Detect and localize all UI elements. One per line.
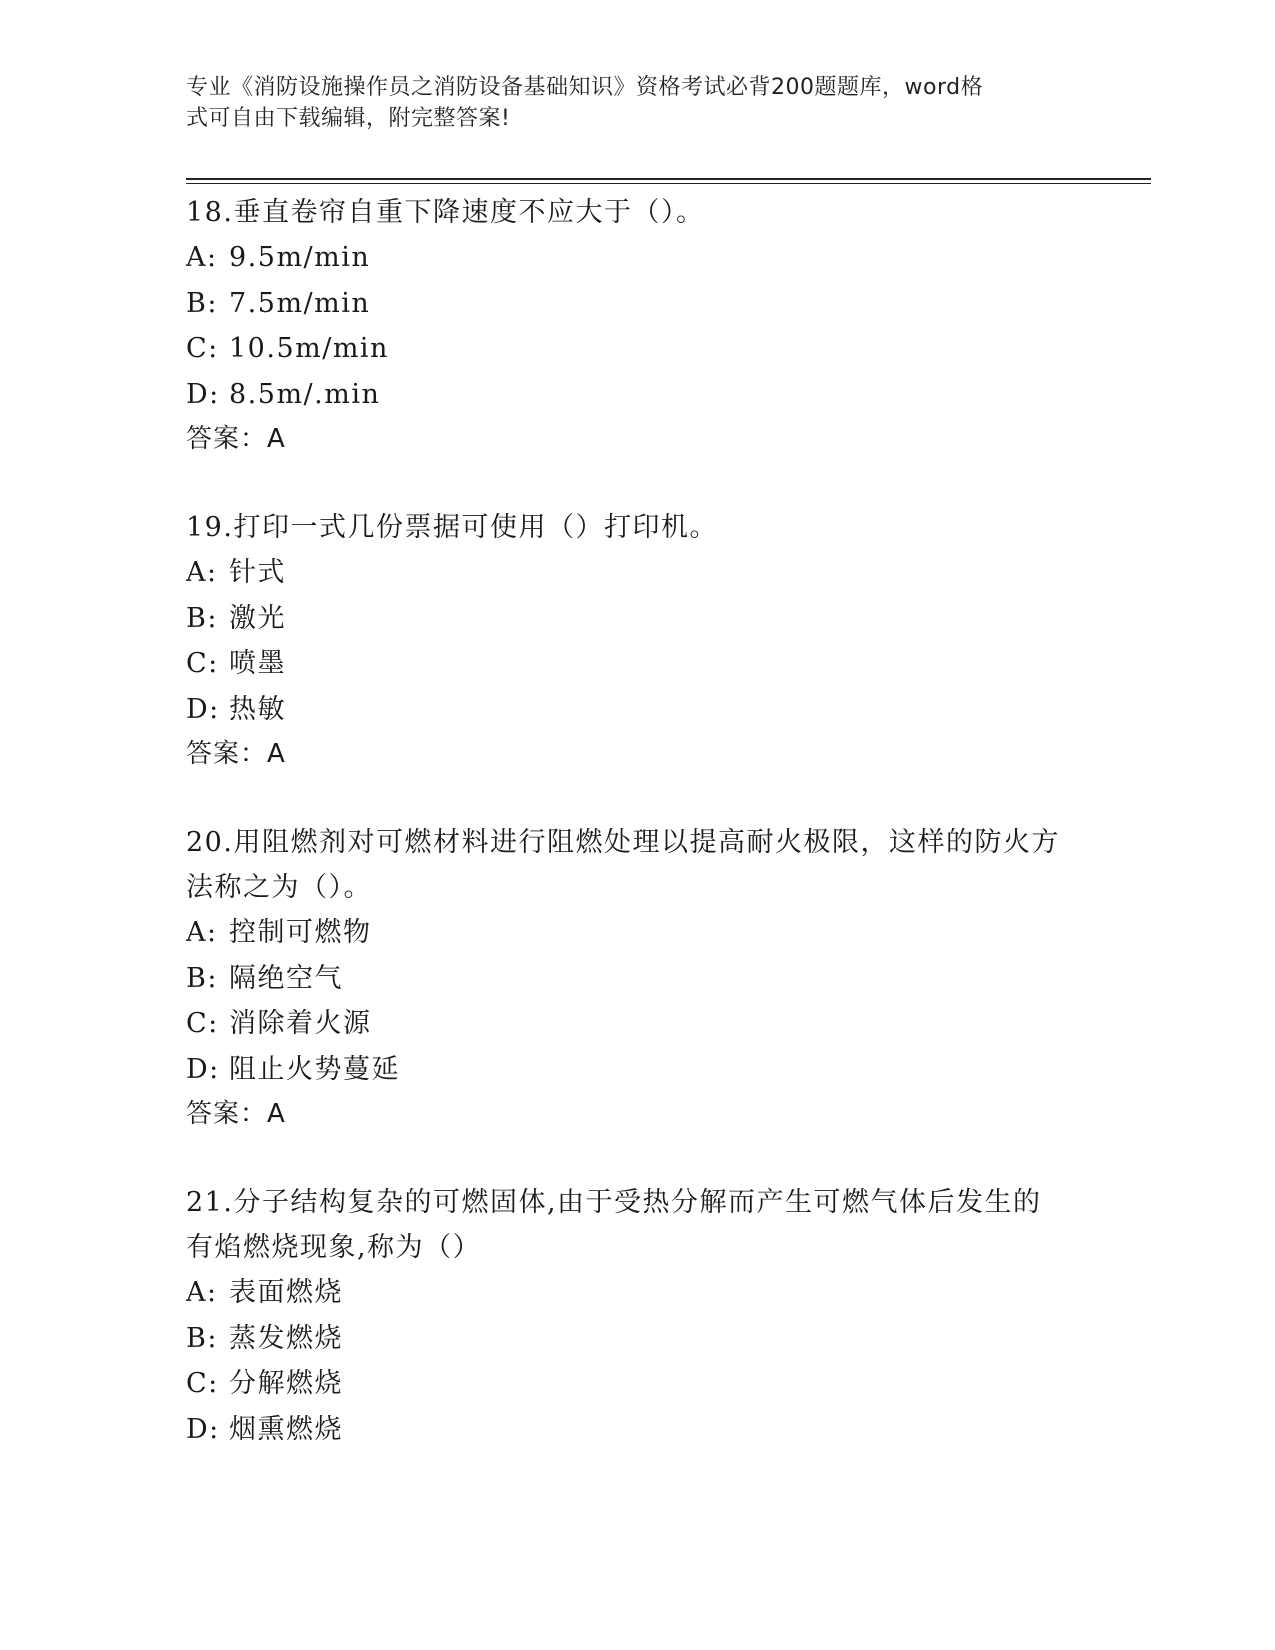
option-text: 9.5m/min [229,242,371,273]
option-letter: D: [186,1413,220,1445]
option-letter: D: [186,378,220,410]
option-text: 表面燃烧 [229,1277,343,1308]
option-letter: D: [186,1053,220,1085]
answer: 答案：A [186,1099,286,1129]
option-letter: A: [186,557,218,588]
option-letter: C: [186,333,219,364]
option-c [186,641,1086,687]
question-18 [186,190,1086,462]
option-letter: A: [186,1277,218,1308]
header-divider-thin [186,183,1151,184]
option-text: 控制可燃物 [229,917,372,948]
question-stem: 18.垂直卷帘自重下降速度不应大于（）。 [186,197,705,228]
option-c [186,1361,1086,1407]
answer: 答案：A [186,739,286,769]
option-a [186,235,1086,281]
option-letter: C: [186,1008,219,1039]
option-letter: B: [186,1322,218,1354]
option-text: 喷墨 [229,648,286,679]
question-21 [186,1180,1086,1452]
option-letter: B: [186,962,218,994]
option-text: 烟熏燃烧 [229,1413,343,1445]
question-stem-line-2: 有焰燃烧现象,称为（） [186,1232,482,1263]
option-letter: C: [186,1368,219,1399]
option-a [186,910,1086,956]
option-text: 分解燃烧 [229,1368,343,1399]
option-text: 阻止火势蔓延 [229,1053,400,1085]
option-letter: C: [186,648,219,679]
option-b [186,596,1086,642]
question-stem-line-1: 21.分子结构复杂的可燃固体,由于受热分解而产生可燃气体后发生的 [186,1187,1042,1218]
option-text: 针式 [229,557,286,588]
option-text: 7.5m/min [229,287,371,319]
option-text: 消除着火源 [229,1008,372,1039]
document-header [186,72,1066,134]
option-d [186,1407,1086,1453]
option-text: 10.5m/min [229,333,389,364]
option-c [186,326,1086,372]
option-d [186,372,1086,418]
option-d [186,687,1086,733]
option-letter: A: [186,917,218,948]
header-line-2: 式可自由下载编辑，附完整答案! [186,106,511,131]
header-divider-thick [186,178,1151,180]
question-list [186,190,1086,1495]
question-stem: 19.打印一式几份票据可使用（）打印机。 [186,512,718,543]
option-letter: B: [186,602,218,634]
option-b [186,956,1086,1002]
option-letter: B: [186,287,218,319]
answer: 答案：A [186,424,286,454]
question-19 [186,505,1086,777]
option-text: 8.5m/.min [229,378,381,410]
option-b [186,1316,1086,1362]
option-text: 热敏 [229,693,286,725]
option-text: 激光 [229,602,286,634]
header-line-1: 专业《消防设施操作员之消防设备基础知识》资格考试必背200题题库，word格 [186,75,984,100]
question-stem-line-2: 法称之为（）。 [186,872,372,903]
question-20 [186,820,1086,1137]
option-a [186,550,1086,596]
option-b [186,281,1086,327]
option-text: 隔绝空气 [229,962,343,994]
question-stem-line-1: 20.用阻燃剂对可燃材料进行阻燃处理以提高耐火极限，这样的防火方 [186,827,1060,858]
option-letter: D: [186,693,220,725]
option-c [186,1001,1086,1047]
option-a [186,1270,1086,1316]
option-letter: A: [186,242,218,273]
option-text: 蒸发燃烧 [229,1322,343,1354]
option-d [186,1047,1086,1093]
